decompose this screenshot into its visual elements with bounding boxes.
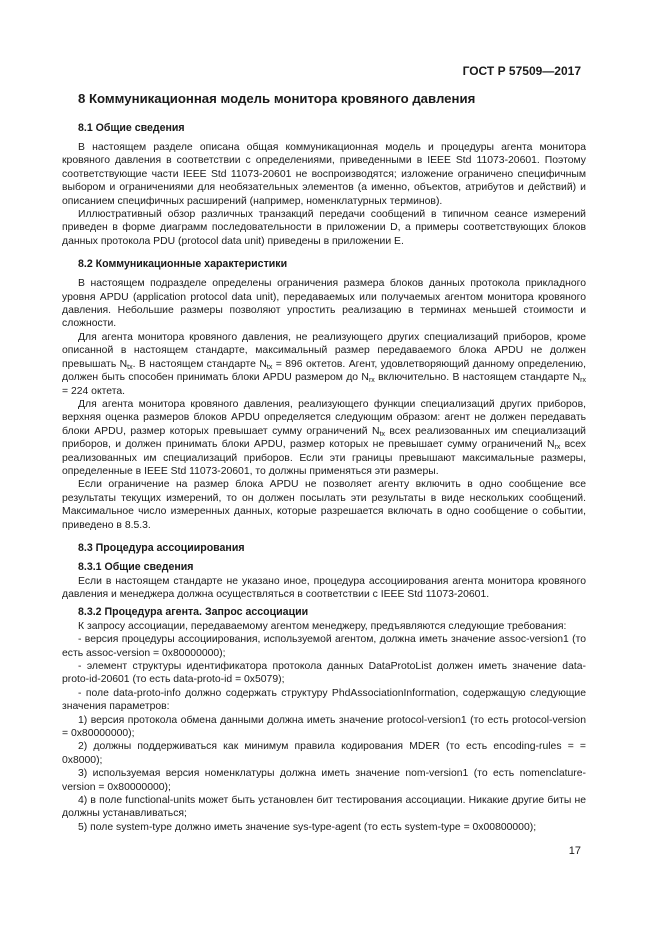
section-8-3-title: 8.3 Процедура ассоциирования	[78, 541, 245, 554]
paragraph: Если в настоящем стандарте не указано иное, процедура ассоциирования агента монитора кровяного давления и менеджера должна осуществляться в соответствии с IEEE Std 11073-20601.	[62, 575, 586, 601]
section-8-3-1-title: 8.3.1 Общие сведения	[78, 560, 194, 573]
list-item: 2) должны поддерживаться как минимум правила кодирования MDER (то есть encoding-rules = = 0x8000);	[62, 741, 586, 766]
paragraph: Для агента монитора кровяного давления, реализующего функции специализаций других приборов, верхняя оценка размеров блоков APDU определяется следующим образом: агент не должен передавать блоки APDU, размер которых превышает сумму ограничений $N_{tx}$ всех реализованных им специализаций приборов, и должен принимать блоки APDU, размер которых не превышает сумму ограничений $N_{rx}$ всех реализованных им специализаций приборов. Если эти границы превышают максимальные размеры, определенные в IEEE Std 11073-20601, то должны применяться эти размеры.	[62, 398, 586, 477]
document-id: ГОСТ Р 57509—2017	[462, 64, 581, 78]
list-item: 4) в поле functional-units может быть установлен бит тестирования ассоциации. Никакие другие биты не должны устанавливаться;	[62, 795, 586, 820]
paragraph: К запросу ассоциации, передаваемому агентом менеджеру, предъявляются следующие требования:	[78, 620, 567, 632]
list-item: 3) используемая версия номенклатуры должна иметь значение nom-version1 (то есть nomenclature-version = 0x80000000);	[62, 768, 586, 793]
section-8-1-title: 8.1 Общие сведения	[78, 122, 185, 134]
list-item: - поле data-proto-info должно содержать структуру PhdAssociationInformation, содержащую следующие значения параметров:	[62, 687, 586, 713]
paragraph: В настоящем разделе описана общая коммуникационная модель и процедуры агента монитора кровяного давления в соответствии с определениями, приведенными в IEEE Std 11073-20601. Поэтому соответствующие части IEEE Std 11073-20601 не воспроизводятся; изложение ограничено специфичным выбором и ограничениями для необязательных элементов (а именно, объектов, атрибутов и действий) и описанием специфичных расширений (например, номенклатурных терминов).	[62, 142, 586, 207]
paragraph: Если ограничение на размер блока APDU не позволяет агенту включить в одно сообщение все результаты текущих измерений, то он должен посылать эти результаты в виде нескольких сообщений. Максимальное число измеренных данных, которые разрешается включать в одно сообщение о событии, приведено в 8.5.3.	[62, 479, 586, 531]
section-8-3-2-title: 8.3.2 Процедура агента. Запрос ассоциации	[78, 605, 309, 618]
list-item: 5) поле system-type должно иметь значение sys-type-agent (то есть system-type = 0x00800000);	[78, 821, 537, 833]
page-number: 17	[568, 845, 581, 857]
paragraph: Иллюстративный обзор различных транзакций передачи сообщений в типичном сеансе измерений приведен в форме диаграмм последовательности в приложении D, а примеры соответствующих блоков данных протокола PDU (protocol data unit) приведены в приложении E.	[62, 209, 586, 247]
list-item: - версия процедуры ассоциирования, используемой агентом, должна иметь значение assoc-version1 (то есть assoc-version = 0x80000000);	[62, 634, 586, 659]
list-item: - элемент структуры идентификатора протокола данных DataProtoList должен иметь значение data-proto-id-20601 (то есть data-proto-id = 0x5079);	[62, 661, 586, 686]
section-8-2-title: 8.2 Коммуникационные характеристики	[78, 258, 288, 271]
list-item: 1) версия протокола обмена данными должна иметь значение protocol-version1 (то есть protocol-version = 0x80000000);	[62, 714, 586, 740]
document-body	[62, 91, 586, 834]
paragraph: Для агента монитора кровяного давления, не реализующего других специализаций приборов, кроме описанной в настоящем стандарте, максимальный размер передаваемого блока APDU не должен превышать $N_{tx}$. В настоящем стандарте $N_{tx} = 896$ октетов. Агент, удовлетворяющий данному определению, должен быть способен принимать блоки APDU размером до $N_{rx}$ включительно. В настоящем стандарте $N_{rx} = 224$ октета.	[62, 331, 587, 397]
section-8-title: 8 Коммуникационная модель монитора кровяного давления	[78, 91, 476, 106]
paragraph: В настоящем подразделе определены ограничения размера блоков данных протокола прикладного уровня APDU (application protocol data unit), передаваемых или получаемых агентом монитора кровяного давления. Небольшие размеры позволяют упростить реализацию в терминах меньшей стоимости и сложности.	[62, 278, 586, 330]
